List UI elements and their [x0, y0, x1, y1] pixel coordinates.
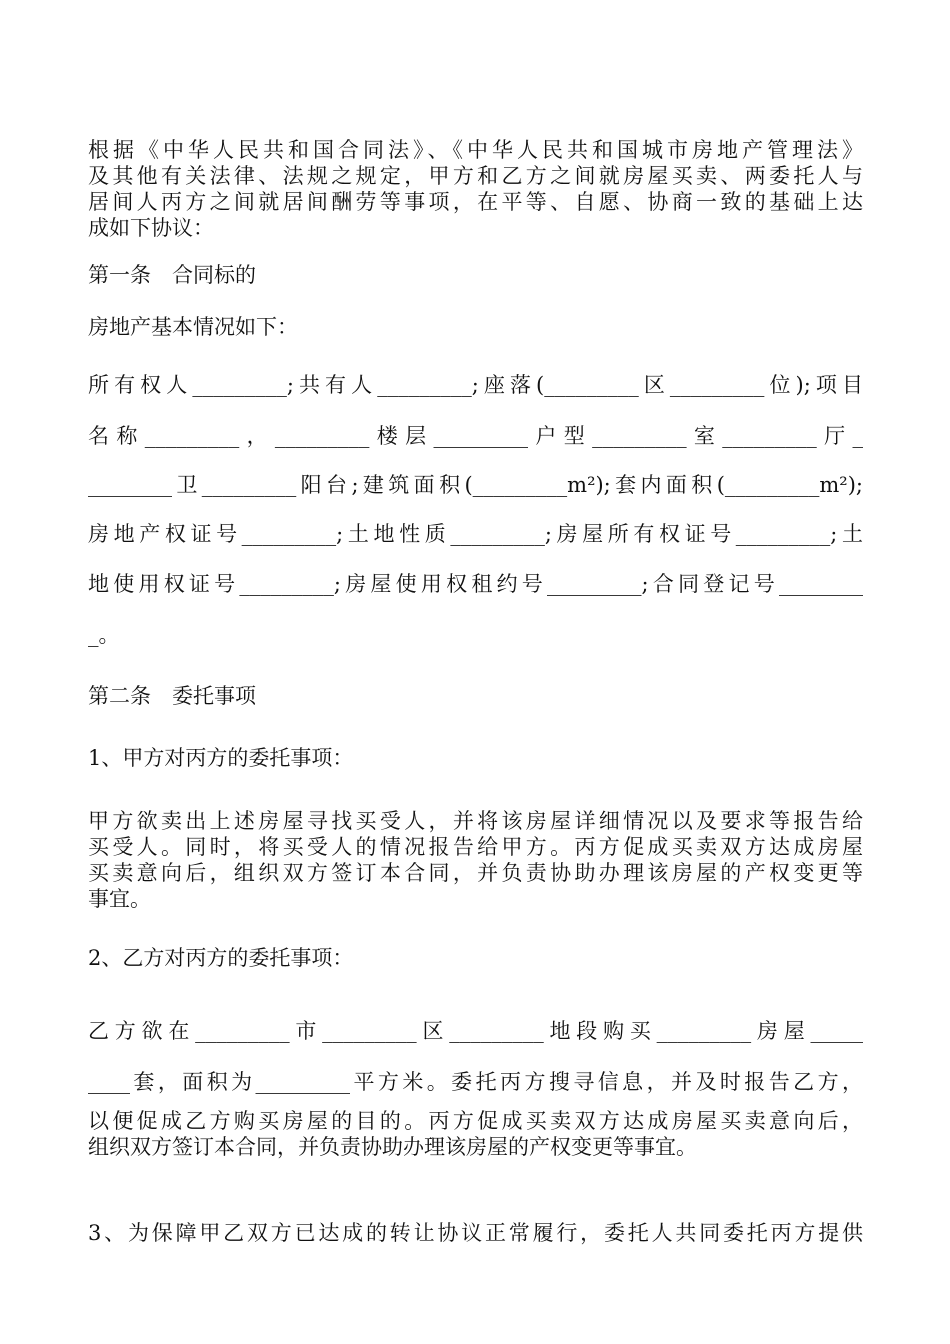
item-1-body — [88, 808, 863, 912]
property-field-text: 地使用权证号_________;房屋使用权租约号_________;合同登记号________ — [88, 572, 863, 596]
item-1-body-line: 买受人。同时，将买受人的情况报告给甲方。丙方促成买卖双方达成房屋 — [88, 835, 863, 859]
item-2-body — [88, 1108, 863, 1160]
item-2-body-line: 组织双方签订本合同，并负责协助办理该房屋的产权变更等事宜。 — [88, 1135, 697, 1159]
item-3-title-text: 3、为保障甲乙双方已达成的转让协议正常履行，委托人共同委托丙方提供 — [88, 1221, 863, 1245]
item-2-title — [88, 945, 863, 971]
article-1-subheading — [88, 314, 863, 340]
item-1-body-line: 买卖意向后，组织双方签订本合同，并负责协助办理该房屋的产权变更等 — [88, 861, 863, 885]
item-1-title — [88, 745, 863, 771]
intro-line: 及其他有关法律、法规之规定，甲方和乙方之间就房屋买卖、两委托人与 — [88, 164, 863, 188]
property-field-text: 所有权人_________;共有人_________;座落(_________区_________位);项目 — [88, 373, 863, 397]
property-field-line — [88, 372, 863, 398]
intro-line: 根据《中华人民共和国合同法》、《中华人民共和国城市房地产管理法》 — [88, 138, 863, 162]
item-2-field-line — [88, 1069, 863, 1095]
item-2-body-line: 以便促成乙方购买房屋的目的。丙方促成买卖双方达成房屋买卖意向后， — [88, 1109, 863, 1133]
property-field-text: 名称_________，_________楼层_________户型_________室_________厅_ — [88, 424, 863, 448]
article-2-heading-text: 第二条 委托事项 — [88, 684, 256, 708]
intro-line: 居间人丙方之间就居间酬劳等事项，在平等、自愿、协商一致的基础上达 — [88, 190, 863, 214]
property-field-line — [88, 472, 863, 498]
item-1-body-line: 事宜。 — [88, 887, 151, 911]
property-field-line — [88, 423, 863, 449]
item-3-title — [88, 1220, 863, 1246]
intro-line: 成如下协议： — [88, 216, 214, 240]
property-field-line — [88, 521, 863, 547]
article-1-heading-text: 第一条 合同标的 — [88, 263, 256, 287]
item-1-body-line: 甲方欲卖出上述房屋寻找买受人，并将该房屋详细情况以及要求等报告给 — [88, 809, 863, 833]
property-field-text: _。 — [88, 623, 120, 647]
property-field-line — [88, 622, 863, 648]
property-field-text: ________卫_________阳台;建筑面积(_________m²);套内面积(_________m²); — [88, 473, 863, 497]
item-2-field-line — [88, 1018, 863, 1044]
property-field-line — [88, 571, 863, 597]
property-field-text: 房地产权证号_________;土地性质_________;房屋所有权证号_________;土 — [88, 522, 863, 546]
item-2-field-text: 乙方欲在_________市_________区_________地段购买_________房屋_____ — [88, 1019, 863, 1043]
article-2-heading — [88, 683, 863, 709]
item-2-title-text: 2、乙方对丙方的委托事项： — [88, 946, 354, 970]
item-2-field-text: ____套，面积为_________平方米。委托丙方搜寻信息，并及时报告乙方， — [88, 1070, 863, 1094]
article-1-subheading-text: 房地产基本情况如下： — [88, 315, 298, 339]
intro-paragraph — [88, 137, 863, 241]
article-1-heading — [88, 262, 863, 288]
item-1-title-text: 1、甲方对丙方的委托事项： — [88, 746, 354, 770]
